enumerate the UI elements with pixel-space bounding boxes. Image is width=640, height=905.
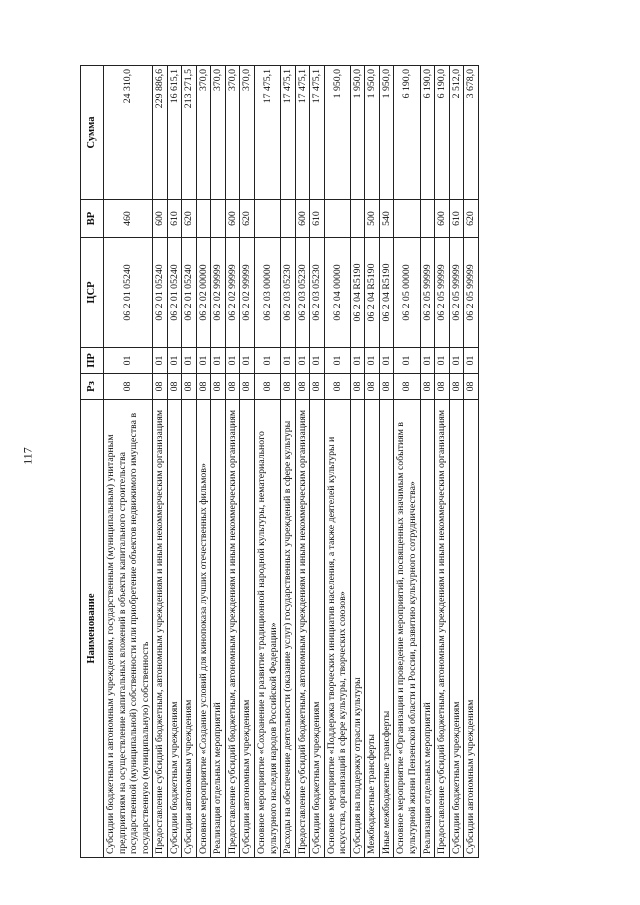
- cell-sum: 370,0: [240, 66, 255, 200]
- cell-name: Основное мероприятие «Организация и проведение мероприятий, посвященных значимым событиям в культурной жизни Пензенской области и России, развитию культурного сотрудничества»: [394, 400, 420, 858]
- cell-sum: 3 678,0: [464, 66, 479, 200]
- cell-rz: 08: [104, 374, 153, 400]
- cell-rz: 08: [464, 374, 479, 400]
- header-csr: ЦСР: [81, 238, 104, 348]
- cell-sum: 17 475,1: [310, 66, 325, 200]
- header-vr: ВР: [81, 200, 104, 238]
- cell-rz: 08: [255, 374, 281, 400]
- cell-sum: 370,0: [211, 66, 226, 200]
- cell-name: Расходы на обеспечение деятельности (оказание услуг) государственных учреждений в сфере культуры: [281, 400, 296, 858]
- cell-pr: 01: [394, 348, 420, 374]
- cell-rz: 08: [196, 374, 211, 400]
- cell-csr: 06 2 05 99999: [420, 238, 435, 348]
- cell-name: Субсидии бюджетным учреждениям: [449, 400, 464, 858]
- cell-csr: 06 2 04 R5190: [365, 238, 380, 348]
- cell-pr: 01: [435, 348, 450, 374]
- cell-pr: 01: [379, 348, 394, 374]
- cell-csr: 06 2 04 00000: [324, 238, 350, 348]
- cell-name: Предоставление субсидий бюджетным, автономным учреждениям и иным некоммерческим организациям: [153, 400, 168, 858]
- cell-pr: 01: [196, 348, 211, 374]
- cell-name: Предоставление субсидий бюджетным, автономным учреждениям и иным некоммерческим организациям: [435, 400, 450, 858]
- cell-rz: 08: [449, 374, 464, 400]
- table-row: [295, 66, 310, 858]
- cell-rz: 08: [153, 374, 168, 400]
- table-row: [153, 66, 168, 858]
- cell-csr: 06 2 05 99999: [449, 238, 464, 348]
- cell-rz: 08: [420, 374, 435, 400]
- cell-rz: 08: [379, 374, 394, 400]
- cell-pr: 01: [255, 348, 281, 374]
- cell-vr: 540: [379, 200, 394, 238]
- cell-csr: 06 2 01 05240: [104, 238, 153, 348]
- header-sum: Сумма: [81, 66, 104, 200]
- table-row: [182, 66, 197, 858]
- table-row: [196, 66, 211, 858]
- table-row: [379, 66, 394, 858]
- cell-pr: 01: [464, 348, 479, 374]
- table-row: [420, 66, 435, 858]
- cell-pr: 01: [281, 348, 296, 374]
- cell-csr: 06 2 02 99999: [240, 238, 255, 348]
- cell-rz: 08: [211, 374, 226, 400]
- cell-sum: 2 512,0: [449, 66, 464, 200]
- cell-vr: [420, 200, 435, 238]
- table-row: [394, 66, 420, 858]
- cell-vr: 600: [153, 200, 168, 238]
- table-row: [225, 66, 240, 858]
- cell-sum: 17 475,1: [255, 66, 281, 200]
- cell-vr: [394, 200, 420, 238]
- cell-sum: 370,0: [225, 66, 240, 200]
- cell-name: Основное мероприятие «Поддержка творческих инициатив населения, а также деятелей культуры и искусства, организаций в сфере культуры, творческих союзов»: [324, 400, 350, 858]
- cell-pr: 01: [420, 348, 435, 374]
- table-row: [240, 66, 255, 858]
- cell-vr: 500: [365, 200, 380, 238]
- cell-sum: 1 950,0: [379, 66, 394, 200]
- cell-vr: 620: [464, 200, 479, 238]
- cell-csr: 06 2 05 99999: [435, 238, 450, 348]
- cell-csr: 06 2 04 R5190: [379, 238, 394, 348]
- cell-pr: 01: [295, 348, 310, 374]
- table-row: [435, 66, 450, 858]
- cell-sum: 6 190,0: [420, 66, 435, 200]
- cell-sum: 213 271,5: [182, 66, 197, 200]
- table-row: [281, 66, 296, 858]
- cell-pr: 01: [153, 348, 168, 374]
- cell-vr: 600: [225, 200, 240, 238]
- cell-pr: 01: [104, 348, 153, 374]
- cell-rz: 08: [182, 374, 197, 400]
- cell-pr: 01: [167, 348, 182, 374]
- cell-vr: [196, 200, 211, 238]
- cell-sum: 6 190,0: [435, 66, 450, 200]
- cell-name: Субсидии автономным учреждениям: [240, 400, 255, 858]
- table-row: [464, 66, 479, 858]
- cell-name: Иные межбюджетные трансферты: [379, 400, 394, 858]
- table-row: [449, 66, 464, 858]
- cell-pr: 01: [449, 348, 464, 374]
- cell-csr: 06 2 03 05230: [310, 238, 325, 348]
- cell-vr: [324, 200, 350, 238]
- cell-name: Субсидии бюджетным учреждениям: [167, 400, 182, 858]
- header-rz: Рз: [81, 374, 104, 400]
- header-pr: ПР: [81, 348, 104, 374]
- cell-rz: 08: [310, 374, 325, 400]
- cell-csr: 06 2 03 05230: [281, 238, 296, 348]
- cell-pr: 01: [350, 348, 365, 374]
- cell-csr: 06 2 03 05230: [295, 238, 310, 348]
- cell-sum: 17 475,1: [295, 66, 310, 200]
- cell-csr: 06 2 02 00000: [196, 238, 211, 348]
- cell-rz: 08: [225, 374, 240, 400]
- table-row: [365, 66, 380, 858]
- rotated-table-container: [80, 66, 580, 858]
- cell-vr: 620: [182, 200, 197, 238]
- cell-name: Субсидии бюджетным и автономным учреждениям, государственным (муниципальным) унитарным предприятиям на осуществление капитальных вложений в объекты капитального строительства государственной (муниципальной) собственности или приобретение объектов недвижимого имущества в государственную (муниципальную) собственность: [104, 400, 153, 858]
- cell-pr: 01: [324, 348, 350, 374]
- cell-pr: 01: [182, 348, 197, 374]
- cell-vr: 460: [104, 200, 153, 238]
- table-row: [350, 66, 365, 858]
- cell-pr: 01: [365, 348, 380, 374]
- cell-pr: 01: [211, 348, 226, 374]
- cell-rz: 08: [240, 374, 255, 400]
- cell-sum: 16 615,1: [167, 66, 182, 200]
- table-row: [211, 66, 226, 858]
- cell-vr: [350, 200, 365, 238]
- cell-name: Реализация отдельных мероприятий: [420, 400, 435, 858]
- cell-name: Основное мероприятие «Сохранение и развитие традиционной народной культуры, нематериального культурного наследия народов Российской Федерации»: [255, 400, 281, 858]
- cell-pr: 01: [310, 348, 325, 374]
- cell-vr: 610: [310, 200, 325, 238]
- cell-csr: 06 2 01 05240: [182, 238, 197, 348]
- cell-sum: 1 950,0: [324, 66, 350, 200]
- cell-vr: 600: [295, 200, 310, 238]
- cell-rz: 08: [324, 374, 350, 400]
- cell-rz: 08: [365, 374, 380, 400]
- cell-vr: [281, 200, 296, 238]
- cell-sum: 17 475,1: [281, 66, 296, 200]
- cell-csr: 06 2 05 00000: [394, 238, 420, 348]
- cell-csr: 06 2 02 99999: [211, 238, 226, 348]
- cell-pr: 01: [240, 348, 255, 374]
- cell-name: Предоставление субсидий бюджетным, автономным учреждениям и иным некоммерческим организациям: [295, 400, 310, 858]
- cell-rz: 08: [350, 374, 365, 400]
- table-row: [324, 66, 350, 858]
- table-row: [255, 66, 281, 858]
- cell-sum: 370,0: [196, 66, 211, 200]
- cell-csr: 06 2 02 99999: [225, 238, 240, 348]
- cell-rz: 08: [435, 374, 450, 400]
- cell-name: Субсидии бюджетным учреждениям: [310, 400, 325, 858]
- table-body: [104, 66, 479, 858]
- cell-vr: [255, 200, 281, 238]
- cell-rz: 08: [167, 374, 182, 400]
- cell-sum: 24 310,0: [104, 66, 153, 200]
- table-row: [104, 66, 153, 858]
- header-name: Наименование: [81, 400, 104, 858]
- cell-csr: 06 2 01 05240: [153, 238, 168, 348]
- cell-name: Реализация отдельных мероприятий: [211, 400, 226, 858]
- cell-name: Субсидии автономным учреждениям: [182, 400, 197, 858]
- cell-sum: 229 886,6: [153, 66, 168, 200]
- cell-sum: 1 950,0: [365, 66, 380, 200]
- cell-name: Основное мероприятие «Создание условий для кинопоказа лучших отечественных фильмов»: [196, 400, 211, 858]
- cell-csr: 06 2 03 00000: [255, 238, 281, 348]
- cell-vr: 610: [167, 200, 182, 238]
- cell-name: Предоставление субсидий бюджетным, автономным учреждениям и иным некоммерческим организациям: [225, 400, 240, 858]
- cell-vr: [211, 200, 226, 238]
- cell-vr: 620: [240, 200, 255, 238]
- page-number: 117: [20, 447, 35, 465]
- table-header-row: [81, 66, 104, 858]
- table-row: [310, 66, 325, 858]
- cell-vr: 610: [449, 200, 464, 238]
- cell-name: Субсидии автономным учреждениям: [464, 400, 479, 858]
- cell-csr: 06 2 01 05240: [167, 238, 182, 348]
- cell-name: Субсидия на поддержку отрасли культуры: [350, 400, 365, 858]
- cell-csr: 06 2 05 99999: [464, 238, 479, 348]
- cell-rz: 08: [295, 374, 310, 400]
- cell-sum: 1 950,0: [350, 66, 365, 200]
- cell-name: Межбюджетные трансферты: [365, 400, 380, 858]
- cell-csr: 06 2 04 R5190: [350, 238, 365, 348]
- cell-pr: 01: [225, 348, 240, 374]
- cell-rz: 08: [281, 374, 296, 400]
- table-row: [167, 66, 182, 858]
- budget-table: [80, 65, 479, 858]
- cell-vr: 600: [435, 200, 450, 238]
- cell-sum: 6 190,0: [394, 66, 420, 200]
- cell-rz: 08: [394, 374, 420, 400]
